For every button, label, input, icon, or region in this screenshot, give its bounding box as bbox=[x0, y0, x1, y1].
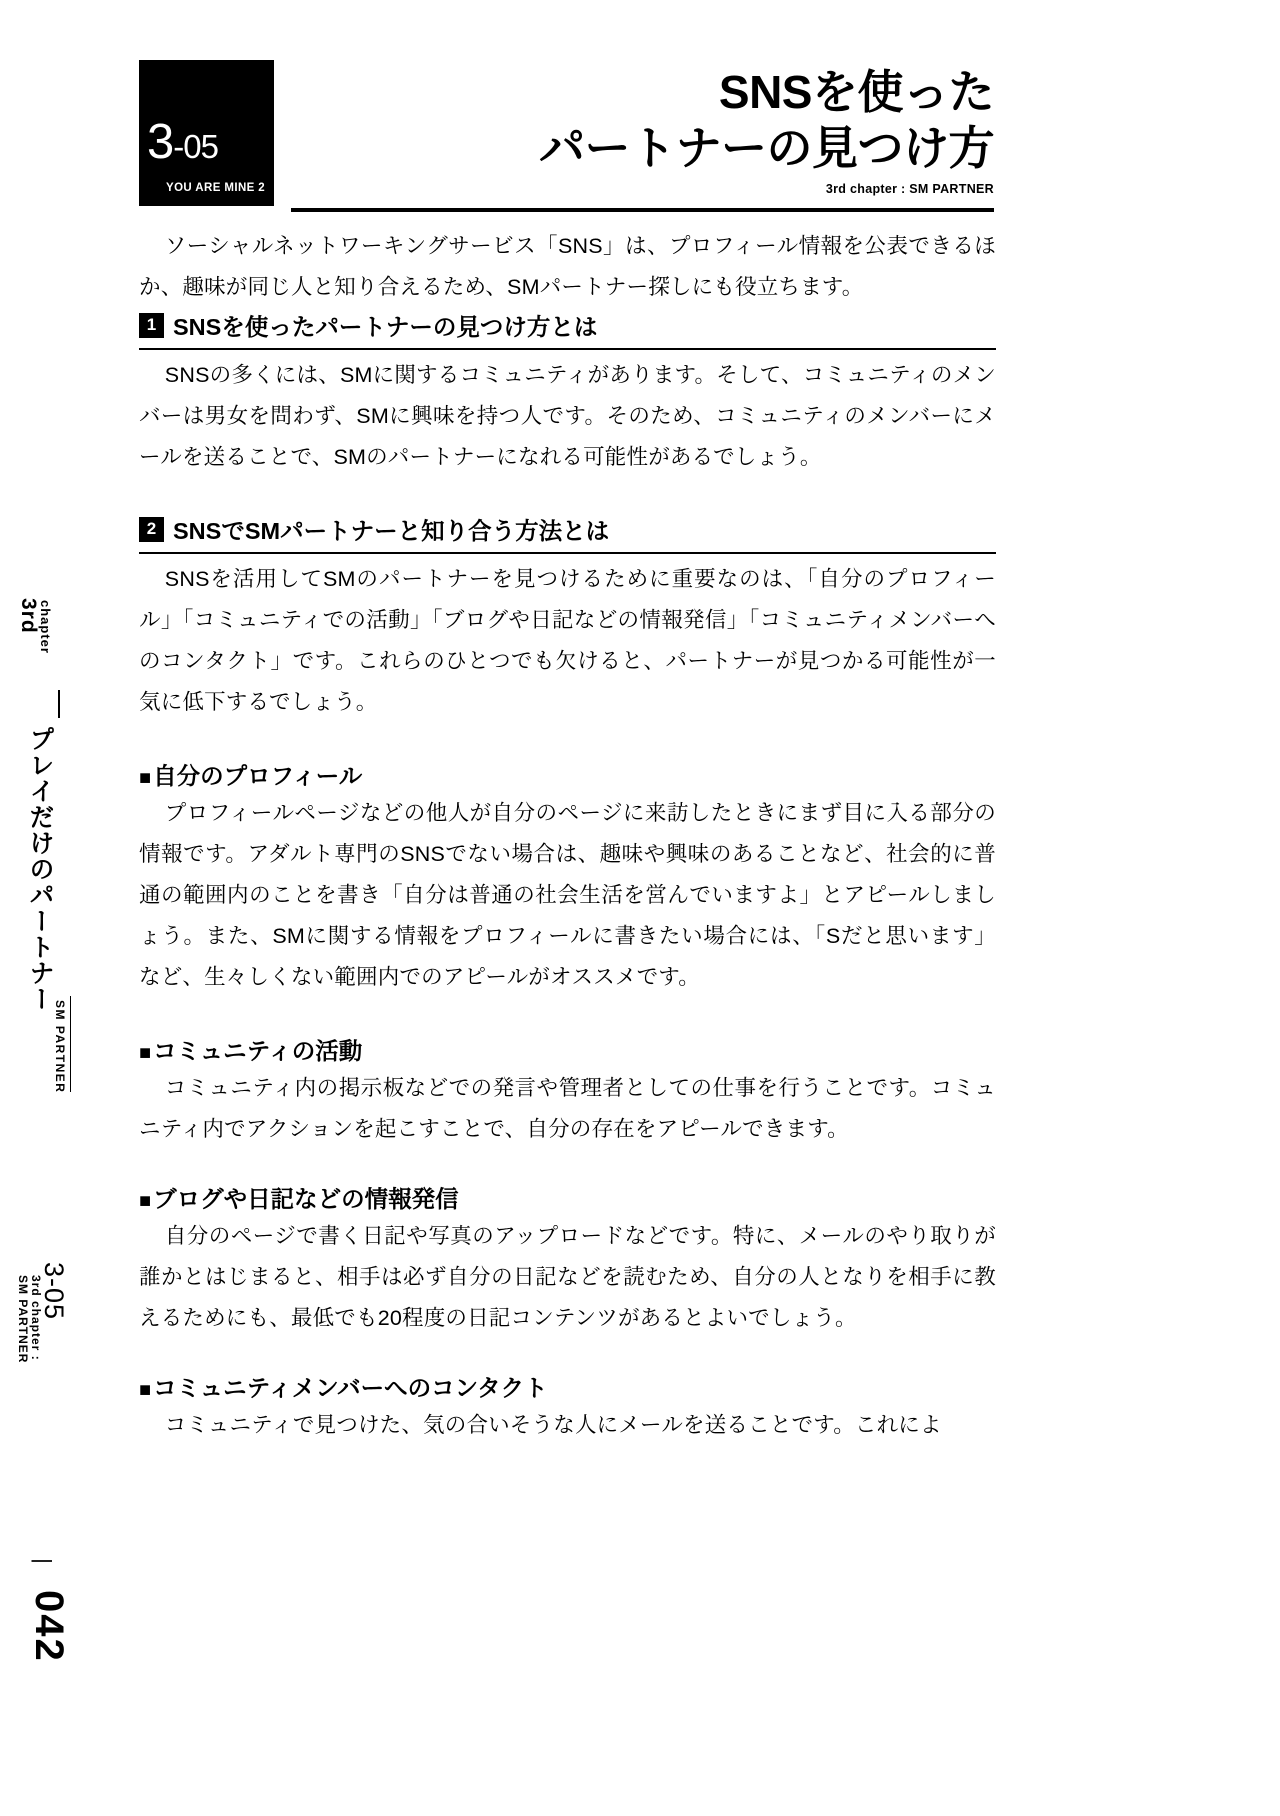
page-title-line2: パートナーの見つけ方 bbox=[539, 122, 994, 175]
page-number: 042 bbox=[27, 1590, 71, 1663]
subsection-heading-text-community-activity: コミュニティの活動 bbox=[153, 1038, 363, 1064]
chapter-tag: 3rd chapter : SM PARTNER bbox=[825, 182, 994, 196]
section-number-box bbox=[139, 60, 274, 206]
rail-sub-divider bbox=[70, 996, 71, 1092]
subsection-heading-text-blog: ブログや日記などの情報発信 bbox=[153, 1186, 459, 1212]
rail-chapter-title: プレイだけのパートナー bbox=[26, 726, 54, 1012]
square-bullet-icon: ■ bbox=[139, 1379, 152, 1401]
lead-paragraph: ソーシャルネットワーキングサービス「SNS」は、プロフィール情報を公表できるほか、趣味が同じ人と知り合えるため、SMパートナー探しにも役立ちます。 bbox=[139, 234, 996, 299]
square-bullet-icon: ■ bbox=[139, 767, 152, 789]
section-number-suffix: -05 bbox=[173, 128, 218, 165]
rail-chapter-badge bbox=[18, 598, 52, 654]
section-heading-2 bbox=[139, 512, 996, 546]
section-number bbox=[147, 115, 218, 169]
subsection-paragraph-community-activity: コミュニティ内の掲示板などでの発言や管理者としての仕事を行うことです。コミュニティ内でアクションを起こすことで、自分の存在をアピールできます。 bbox=[139, 1076, 996, 1141]
section-heading-text-1: SNSを使ったパートナーの見つけ方とは bbox=[173, 314, 598, 340]
subsection-community-activity bbox=[139, 1032, 996, 1150]
subsection-heading-blog bbox=[139, 1180, 996, 1214]
subsection-paragraph-profile: プロフィールページなどの他人が自分のページに来訪したときにまず目に入る部分の情報です。アダルト専門のSNSでない場合は、趣味や興味のあることなど、社会的に普通の範囲内のことを書き「自分は普通の社会生活を営んでいますよ」とアピールしましょう。また、SMに関する情報をプロフィールに書きたい場合には、「Sだと思います」など、生々しくない範囲内でのアピールがオススメです。 bbox=[139, 801, 996, 989]
section-number-main: 3 bbox=[147, 115, 174, 169]
subsection-paragraph-contact: コミュニティで見つけた、気の合いそうな人にメールを送ることです。これによ bbox=[164, 1413, 942, 1437]
numbered-section-1 bbox=[139, 308, 996, 478]
footer-chapter-line2: SM PARTNER bbox=[16, 1275, 30, 1364]
subsection-heading-profile bbox=[139, 757, 996, 791]
section-heading-1 bbox=[139, 308, 996, 342]
left-margin-rail bbox=[0, 0, 132, 1816]
section-badge-2: 2 bbox=[139, 517, 164, 542]
subsection-profile bbox=[139, 757, 996, 998]
page-title-line1: SNSを使った bbox=[718, 66, 994, 118]
page-title bbox=[274, 64, 994, 176]
section-heading-rule-2 bbox=[139, 552, 996, 554]
rail-chapter-word: chapter bbox=[38, 600, 53, 654]
subsection-heading-text-profile: 自分のプロフィール bbox=[153, 763, 363, 789]
section-heading-text-2: SNSでSMパートナーと知り合う方法とは bbox=[173, 518, 610, 544]
subsection-heading-text-contact: コミュニティメンバーへのコンタクト bbox=[153, 1375, 548, 1401]
rail-divider bbox=[58, 690, 60, 718]
title-underline bbox=[291, 208, 994, 212]
section-badge-1: 1 bbox=[139, 313, 164, 338]
section-heading-rule-1 bbox=[139, 348, 996, 350]
square-bullet-icon: ■ bbox=[139, 1042, 152, 1064]
page-content bbox=[139, 226, 996, 1480]
page-header bbox=[139, 60, 994, 206]
footer-separator: | bbox=[30, 1558, 56, 1564]
square-bullet-icon: ■ bbox=[139, 1190, 152, 1212]
subsection-heading-contact bbox=[139, 1369, 996, 1403]
imprint-label: YOU ARE MINE 2 bbox=[166, 182, 266, 194]
subsection-contact bbox=[139, 1369, 996, 1446]
footer-section-number: 3-05 bbox=[39, 1262, 69, 1321]
subsection-blog bbox=[139, 1180, 996, 1339]
subsection-paragraph-blog: 自分のページで書く日記や写真のアップロードなどです。特に、メールのやり取りが誰かとはじまると、相手は必ず自分の日記などを読むため、自分の人となりを相手に教えるためにも、最低でも20程度の日記コンテンツがあるとよいでしょう。 bbox=[139, 1224, 996, 1330]
subsection-heading-community-activity bbox=[139, 1032, 996, 1066]
section-paragraph-1: SNSの多くには、SMに関するコミュニティがあります。そして、コミュニティのメンバーは男女を問わず、SMに興味を持つ人です。そのため、コミュニティのメンバーにメールを送ることで、SMのパートナーになれる可能性があるでしょう。 bbox=[139, 363, 996, 469]
section-paragraph-2: SNSを活用してSMのパートナーを見つけるために重要なのは、「自分のプロフィール」「コミュニティでの活動」「ブログや日記などの情報発信」「コミュニティメンバーへのコンタクト」です。これらのひとつでも欠けると、パートナーが見つかる可能性が一気に低下するでしょう。 bbox=[139, 567, 996, 714]
footer-chapter-line1: 3rd chapter : bbox=[29, 1275, 43, 1361]
numbered-section-2 bbox=[139, 512, 996, 723]
rail-chapter-subtitle: SM PARTNER bbox=[53, 1000, 67, 1094]
rail-chapter-number: 3rd bbox=[17, 598, 40, 634]
